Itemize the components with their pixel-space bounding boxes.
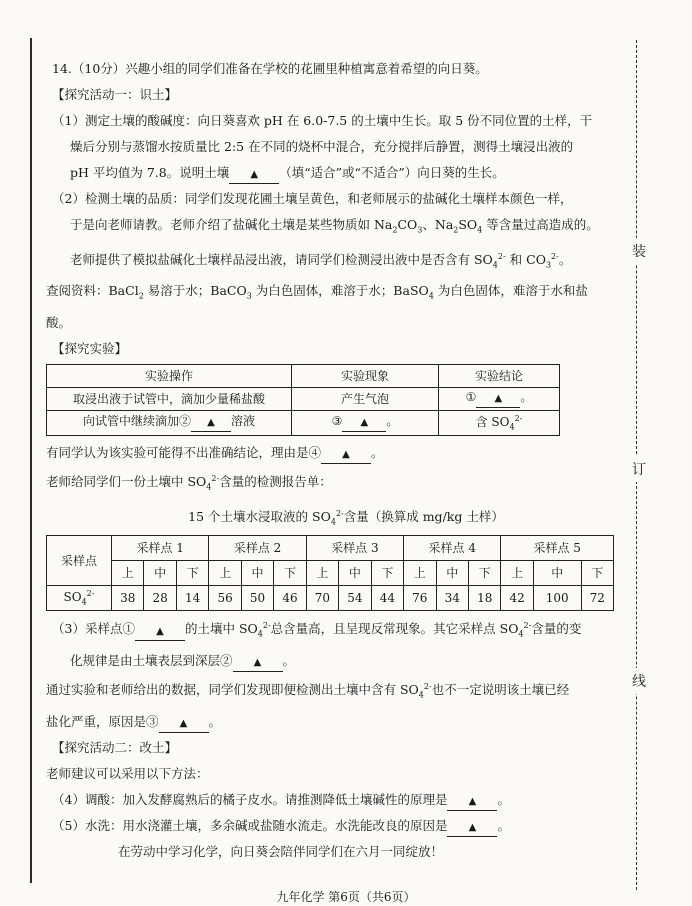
site-header-4: 采样点 4 [404,536,501,561]
layer-middle: 中 [436,561,468,586]
table-row [47,536,614,561]
layer-top: 上 [112,561,144,586]
answer-blank-washing[interactable] [447,818,497,837]
triangle-mark-icon: ▲ [468,795,477,807]
answer-blank-3-table[interactable] [342,413,386,432]
answer-blank-1[interactable] [476,389,520,408]
binding-mark-zhuang: 装 [632,238,644,264]
triangle-mark-icon: ▲ [468,821,477,833]
answer-blank-2[interactable] [191,413,231,432]
activity-1-title: 【探究活动一：识土】 [52,87,178,102]
data-cell: 18 [468,586,500,611]
row-label-sulfate: $SO_4^{2-}$ [47,586,112,611]
table-row [47,410,560,435]
experiment-phenomenon-2: ③ ▲ 。 [292,410,439,435]
binding-mark-ding: 订 [632,456,644,482]
experiment-title: 【探究实验】 [52,340,128,356]
part-3-line-2: 化规律是由土壤表层到深层② ▲ 。 [46,648,616,674]
answer-blank-reason[interactable] [159,714,209,733]
data-cell: 100 [533,586,581,611]
layer-top: 上 [404,561,436,586]
data-cell: 50 [241,586,273,611]
layer-bottom: 下 [468,561,500,586]
layer-bottom: 下 [274,561,306,586]
table-row [47,364,560,387]
answer-blank-4[interactable] [321,445,371,464]
layer-bottom: 下 [371,561,403,586]
experiment-op-2: 向试管中继续滴加② ▲ 溶液 [47,410,292,435]
experiment-header-phenomenon: 实验现象 [292,364,439,387]
experiment-header-operation: 实验操作 [47,364,292,387]
experiment-conclusion-1: ① ▲ 。 [439,387,560,410]
table-row [47,387,560,410]
triangle-mark-icon: ▲ [179,717,188,729]
layer-bottom: 下 [581,561,613,586]
conclusion-line-1: 通过实验和老师给出的数据，同学们发现即便检测出土壤中含有 $SO_4^{2-}$也不一定说明该土壤已经 [46,682,570,700]
part-2-line-3: 老师提供了模拟盐碱化土壤样品浸出液，请同学们检测浸出液中是否含有 $SO_4^{2-}$ 和 $CO_3^{2-}$。 [70,251,572,270]
experiment-phenomenon-1: 产生气泡 [292,387,439,410]
data-cell: 56 [209,586,241,611]
answer-blank-suitability[interactable] [229,165,279,184]
data-cell: 42 [501,586,533,611]
site-header-3: 采样点 3 [306,536,403,561]
answer-blank-site[interactable] [135,622,185,641]
site-header-5: 采样点 5 [501,536,614,561]
layer-bottom: 下 [176,561,208,586]
data-cell: 70 [306,586,338,611]
layer-top: 上 [306,561,338,586]
data-cell: 38 [112,586,144,611]
part-1-line-2: 燥后分别与蒸馏水按质量比 2:5 在不同的烧杯中混合，充分搅拌后静置，测得土壤浸出液的 [70,139,574,154]
layer-top: 上 [209,561,241,586]
triangle-mark-icon: ▲ [342,449,350,461]
site-header-2: 采样点 2 [209,536,306,561]
part-5-line: （5）水洗：用水浇灌土壤，多余碱或盐随水流走。水洗能改良的原因是 ▲ 。 [46,813,616,839]
reference-line-1: 查阅资料：BaCl$_2$ 易溶于水；BaCO$_3$ 为白色固体，难溶于水；BaSO$_4$ 为白色固体，难溶于水和盐 [46,283,588,301]
reference-line-2: 酸。 [46,314,72,330]
answer-blank-principle[interactable] [447,792,497,811]
part-1-line-3: pH 平均值为 7.8。说明土壤 ▲ （填“适合”或“不适合”）向日葵的生长。 [46,160,616,186]
data-cell: 46 [274,586,306,611]
answer-blank-trend[interactable] [233,653,283,672]
data-cell: 54 [339,586,371,611]
site-header-1: 采样点 1 [112,536,209,561]
experiment-header-conclusion: 实验结论 [439,364,560,387]
table-row [47,586,614,611]
triangle-mark-icon: ▲ [494,393,503,405]
experiment-op-1: 取浸出液于试管中，滴加少量稀盐酸 [47,387,292,410]
data-cell: 72 [581,586,613,611]
data-cell: 28 [144,586,176,611]
closing-line: 在劳动中学习化学，向日葵会陪伴同学们在六月一同绽放！ [118,843,444,859]
table-row [47,561,614,586]
triangle-mark-icon: ▲ [253,657,262,669]
activity-2-title: 【探究活动二：改土】 [52,739,178,755]
left-margin-rule [30,38,32,883]
data-cell: 14 [176,586,208,611]
data-cell: 34 [436,586,468,611]
page-footer: 九年化学 第6页（共6页） [276,890,416,904]
question-content [46,56,616,865]
data-table-caption: 15 个土壤水浸取液的 $SO_4^{2-}$含量（换算成 mg/kg 土样） [188,508,504,527]
part-3-line-1: （3）采样点① ▲ 的土壤中 $SO_4^{2-}$总含量高，且呈现反常现象。其它采样点 $SO_4^{2-}$含量的变 [52,621,582,640]
triangle-mark-icon: ▲ [360,417,369,429]
part-2-line-1: （2）检测土壤的品质：同学们发现花圃土壤呈黄色，和老师展示的盐碱化土壤样本颜色一样， [52,191,573,206]
layer-middle: 中 [144,561,176,586]
conclusion-line-2: 盐化严重，原因是③ ▲ 。 [46,709,616,735]
experiment-table [46,364,560,436]
method-intro: 老师建议可以采用以下方法： [46,765,209,781]
data-cell: 44 [371,586,403,611]
layer-top: 上 [501,561,533,586]
triangle-mark-icon: ▲ [250,169,259,180]
data-cell: 76 [404,586,436,611]
triangle-mark-icon: ▲ [207,417,215,429]
layer-middle: 中 [533,561,581,586]
experiment-conclusion-2: 含 $SO_4^{2-}$ [439,410,560,435]
part-1-line-1: （1）测定土壤的酸碱度：向日葵喜欢 pH 在 6.0-7.5 的土壤中生长。取 5 份不同位置的土样，干 [52,113,593,128]
sulfate-data-table [46,535,614,611]
report-intro: 老师给同学们一份土壤中 $SO_4^{2-}$含量的检测报告单： [46,474,332,492]
binding-mark-xian: 线 [632,668,644,694]
layer-middle: 中 [339,561,371,586]
part-4-line: （4）调酸：加入发酵腐熟后的橘子皮水。请推测降低土壤碱性的原理是 ▲ 。 [46,787,616,813]
part-2-line-2: 于是向老师请教。老师介绍了盐碱化土壤是某些物质如 $Na_2CO_3$、$Na_2SO_4$ 等含量过高造成的。 [70,217,599,235]
reason-line: 有同学认为该实验可能得不出准确结论，理由是④ ▲ 。 [46,440,616,466]
question-14-stem: 14.（10分）兴趣小组的同学们准备在学校的花圃里种植寓意着希望的向日葵。 [52,61,488,76]
triangle-mark-icon: ▲ [156,625,164,637]
table-corner-label: 采样点 [47,536,112,586]
layer-middle: 中 [241,561,273,586]
